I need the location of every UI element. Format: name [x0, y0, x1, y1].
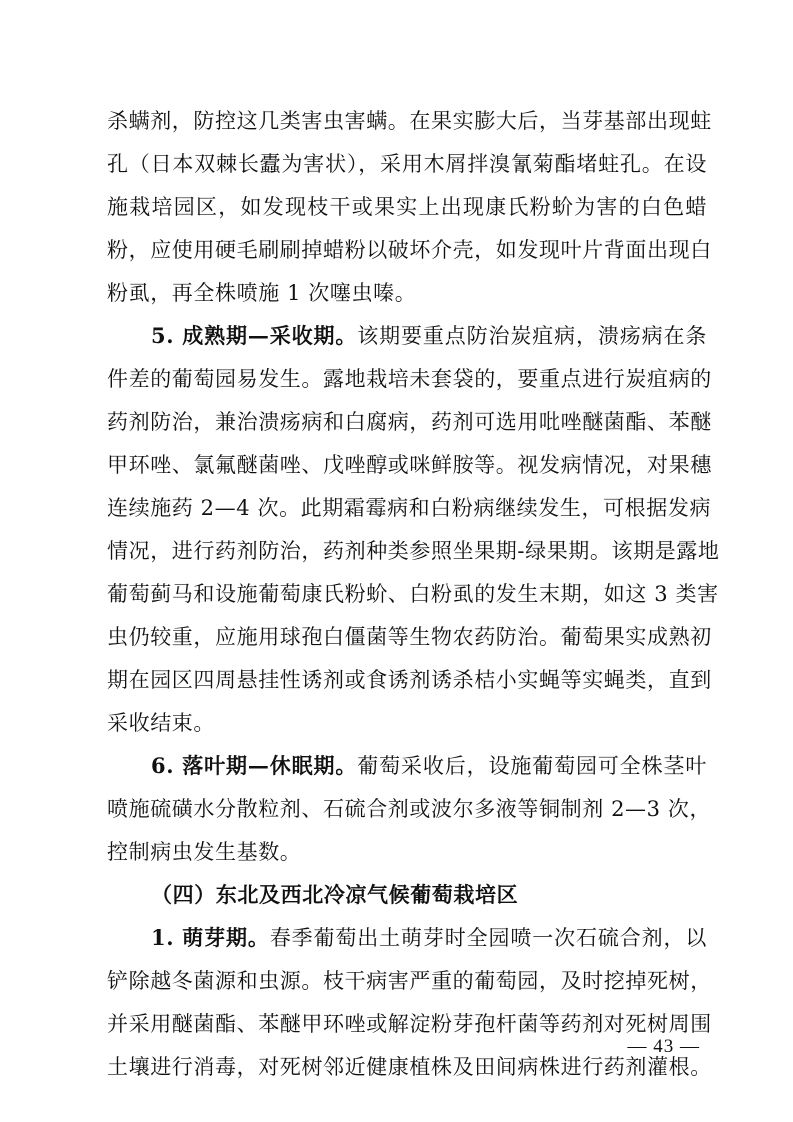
body-text-line: 土壤进行消毒，对死树邻近健康植株及田间病株进行药剂灌根。	[107, 1055, 712, 1079]
body-text-line: 粉，应使用硬毛刷刷掉蜡粉以破坏介壳，如发现叶片背面出现白	[107, 238, 712, 262]
body-text-line: 并采用醚菌酯、苯醚甲环唑或解淀粉芽孢杆菌等药剂对死树周围	[107, 1012, 712, 1036]
paragraph-first-line	[151, 924, 707, 952]
body-text-line: 采收结束。	[107, 711, 215, 735]
body-text-line: 药剂防治，兼治溃疡病和白腐病，药剂可选用吡唑醚菌酯、苯醚	[107, 410, 712, 434]
section-heading: 6. 落叶期—休眠期。	[151, 753, 358, 778]
body-text-line: 孔（日本双棘长蠹为害状），采用木屑拌溴氰菊酯堵蛀孔。在设	[107, 152, 707, 176]
section-heading: 5. 成熟期—采收期。	[151, 323, 358, 348]
body-text-line: 葡萄蓟马和设施葡萄康氏粉蚧、白粉虱的发生末期，如这 3 类害	[107, 582, 719, 606]
body-text-line: 连续施药 2—4 次。此期霜霉病和白粉病继续发生，可根据发病	[107, 496, 712, 520]
body-text-line: 期在园区四周悬挂性诱剂或食诱剂诱杀桔小实蝇等实蝇类，直到	[107, 668, 712, 692]
body-text-line: 喷施硫磺水分散粒剂、石硫合剂或波尔多液等铜制剂 2—3 次，	[107, 797, 712, 821]
body-text-line: 情况，进行药剂防治，药剂种类参照坐果期-绿果期。该期是露地	[107, 539, 720, 563]
body-text: 该期要重点防治炭疽病，溃疡病在条	[357, 324, 707, 348]
paragraph-first-line	[151, 322, 707, 350]
body-text-line: 杀螨剂，防控这几类害虫害螨。在果实膨大后，当芽基部出现蛀	[107, 109, 712, 133]
subsection-heading: （四）东北及西北冷凉气候葡萄栽培区	[151, 882, 519, 907]
body-text-line: 粉虱，再全株喷施 1 次噻虫嗪。	[107, 281, 417, 305]
body-text-line: 施栽培园区，如发现枝干或果实上出现康氏粉蚧为害的白色蜡	[107, 195, 707, 219]
section-heading: 1. 萌芽期。	[151, 925, 270, 950]
body-text-line: 甲环唑、氯氟醚菌唑、戊唑醇或咪鲜胺等。视发病情况，对果穗	[107, 453, 712, 477]
body-text-line: 铲除越冬菌源和虫源。枝干病害严重的葡萄园，及时挖掉死树，	[107, 969, 712, 993]
body-text-line: 控制病虫发生基数。	[107, 840, 302, 864]
body-text-line: 件差的葡萄园易发生。露地栽培未套袋的，要重点进行炭疽病的	[107, 367, 712, 391]
page-number: — 43 —	[627, 1036, 700, 1057]
body-text: 葡萄采收后，设施葡萄园可全株茎叶	[357, 754, 707, 778]
body-text-line: 虫仍较重，应施用球孢白僵菌等生物农药防治。葡萄果实成熟初	[107, 625, 712, 649]
paragraph-first-line	[151, 752, 707, 780]
body-text: 春季葡萄出土萌芽时全园喷一次石硫合剂，以	[269, 926, 708, 950]
